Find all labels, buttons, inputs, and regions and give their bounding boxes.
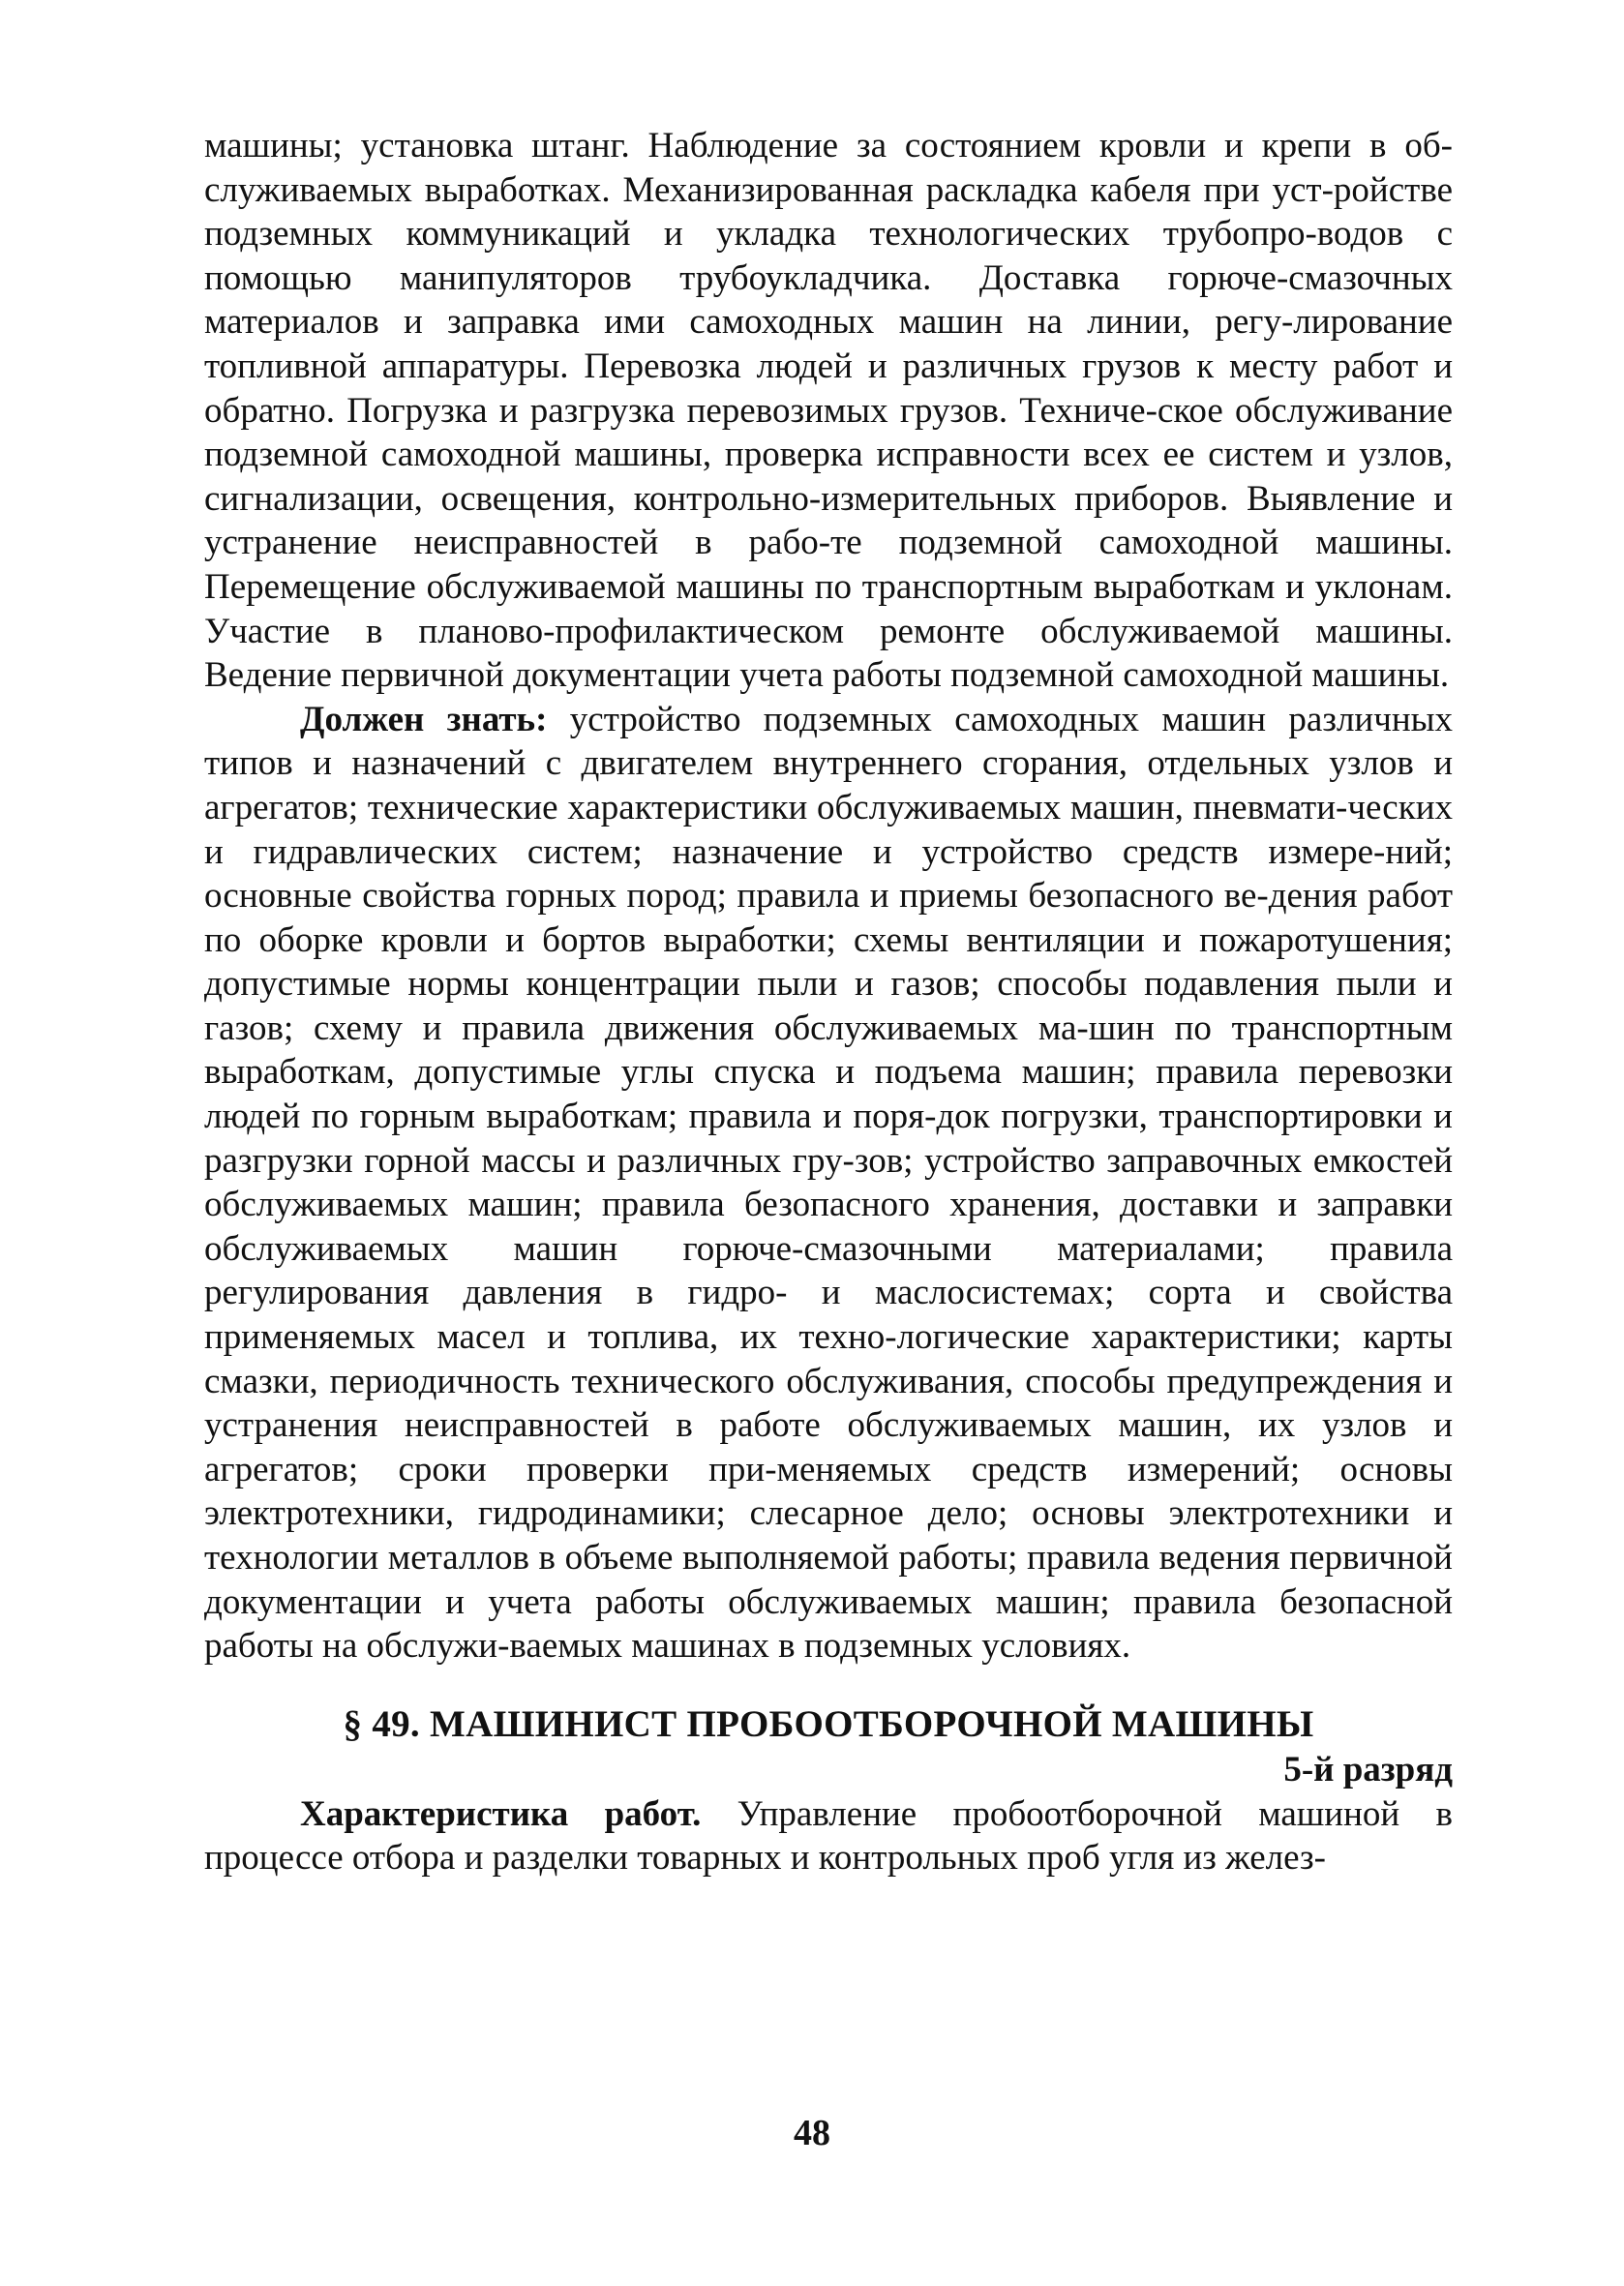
work-characteristics-label: Характеристика работ. [300, 1793, 702, 1834]
continuation-paragraph: машины; установка штанг. Наблюдение за состоянием кровли и крепи в об-служиваемых выработках. Механизированная раскладка кабеля при уст-ройстве подземных коммуникаций и укладка технологических трубопро-водов с помощью манипуляторов трубоукладчика. Доставка горюче-смазочных материалов и заправка ими самоходных машин на линии, регу-лирование топливной аппаратуры. Перевозка людей и различных грузов к месту работ и обратно. Погрузка и разгрузка перевозимых грузов. Техниче-ское обслуживание подземной самоходной машины, проверка исправности всех ее систем и узлов, сигнализации, освещения, контрольно-измерительных приборов. Выявление и устранение неисправностей в рабо-те подземной самоходной машины. Перемещение обслуживаемой машины по транспортным выработкам и уклонам. Участие в планово-профилактическом ремонте обслуживаемой машины. Ведение первичной документации учета работы подземной самоходной машины. [204, 126, 1453, 696]
section-heading: § 49. МАШИНИСТ ПРОБООТБОРОЧНОЙ МАШИНЫ [343, 1702, 1314, 1745]
grade-label: 5-й разряд [1283, 1749, 1453, 1790]
must-know-text: устройство подземных самоходных машин различных типов и назначений с двигателем внутреннего сгорания, отдельных узлов и агрегатов; технические характеристики обслуживаемых машин, пневмати-ческих и гидравлических систем; назначение и устройство средств измере-ний; основные свойства горных пород; правила и приемы безопасного ве-дения работ по оборке кровли и бортов выработки; схемы вентиляции и пожаротушения; допустимые нормы концентрации пыли и газов; способы подавления пыли и газов; схему и правила движения обслуживаемых ма-шин по транспортным выработкам, допустимые углы спуска и подъема машин; правила перевозки людей по горным выработкам; правила и поря-док погрузки, транспортировки и разгрузки горной массы и различных гру-зов; устройство заправочных емкостей обслуживаемых машин; правила безопасного хранения, доставки и заправки обслуживаемых машин горюче-смазочными материалами; правила регулирования давления в гидро- и маслосистемах; сорта и свойства применяемых масел и топлива, их техно-логические характеристики; карты смазки, периодичность технического обслуживания, способы предупреждения и устранения неисправностей в работе обслуживаемых машин, их узлов и агрегатов; сроки проверки при-меняемых средств измерений; основы электротехники, гидродинамики; слесарное дело; основы электротехники и технологии металлов в объеме выполняемой работы; правила ведения первичной документации и учета работы обслуживаемых машин; правила безопасной работы на обслужи-ваемых машинах в подземных условиях. [204, 699, 1453, 1667]
document-page [204, 124, 1453, 1880]
page-number: 48 [794, 2113, 830, 2153]
work-characteristics-paragraph [204, 1792, 1453, 1880]
must-know-paragraph [204, 698, 1453, 1669]
must-know-label: Должен знать: [300, 699, 548, 739]
work-characteristics-text: Управление пробоотборочной машиной в процессе отбора и разделки товарных и контрольных проб угля из желез- [204, 1793, 1453, 1879]
